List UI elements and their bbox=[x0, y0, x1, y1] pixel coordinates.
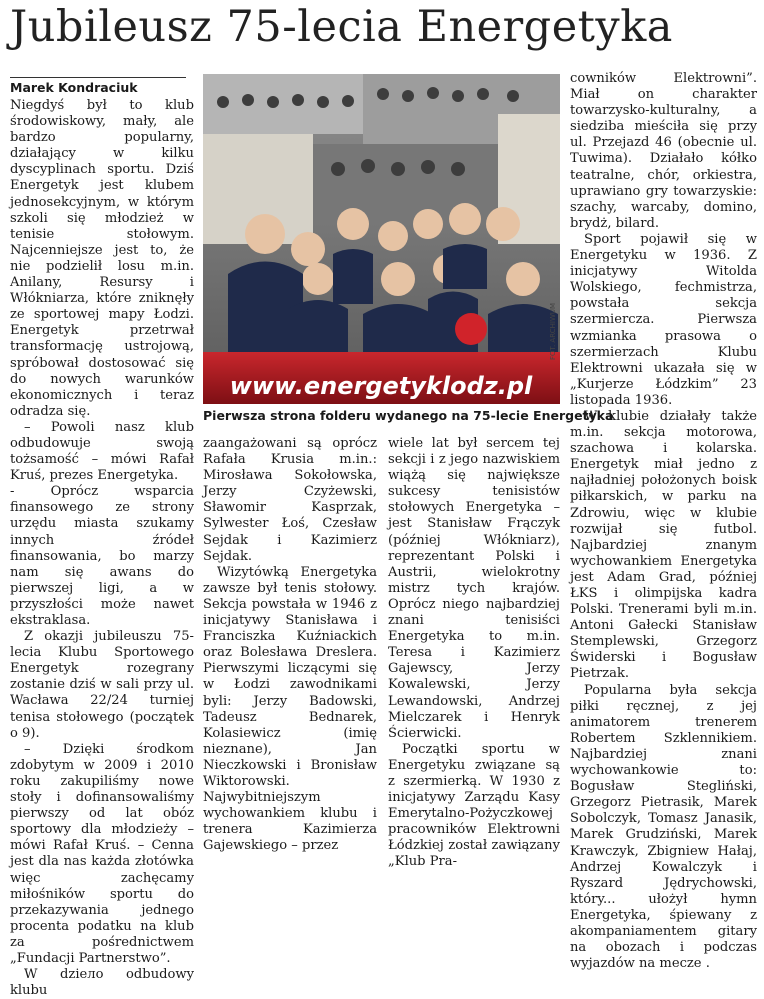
article-column-3 bbox=[388, 436, 560, 871]
paragraph: - Oprócz wsparcia finansowego ze strony urzędu miasta szukamy innych źródeł finansowania, bo marzy nam się awans do pierwszej ligi, a w przyszłości może nawet ekstraklasa. bbox=[10, 484, 194, 628]
photo-collage bbox=[203, 74, 560, 404]
paragraph: W dziело odbudowy klubu bbox=[10, 967, 194, 999]
paragraph: Sport pojawił się w Energetyku w 1936. Z inicjatywy Witolda Wolskiego, fechmistrza, powstała sekcja szermiercza. Pierwsza wzmianka prasowa o szermierzach Klubu Elektrowni ukazała się w „Kurjerze Łódzkim” 23 listopada 1936. bbox=[570, 231, 757, 408]
paragraph: Początki sportu w Energetyku związane są z szermierką. W 1930 z inicjatywy Zarządu Kasy Emerytalno-Pożyczkowej pracowników Elektrowni Łódzkiej został zawiązany „Klub Pra- bbox=[388, 741, 560, 870]
paragraph: wiele lat był sercem tej sekcji i z jego nazwiskiem wiążą się największe sukcesy tenisistów stołowych Energetyka – jest Stanisław Frączyk (później Włókniarz), reprezentant Polski i Austrii, wielokrotny mistrz tych krajów. Oprócz niego najbardziej znani tenisiści Energetyka to m.in. Teresa i Kazimierz Gajewscy, Jerzy Kowalewski, Jerzy Lewandowski, Andrzej Mielczarek i Henryk Ścierwicki. bbox=[388, 436, 560, 741]
author-byline: Marek Kondraciuk bbox=[10, 77, 186, 95]
paragraph: cowników Elektrowni”. Miał on charakter towarzysko-kulturalny, a siedziba mieściła się przy ul. Przejazd 46 (obecnie ul. Tuwima). Działało kółko teatralne, chór, orkiestra, uprawiano gry towarzyskie: szachy, warcaby, domino, brydż, bilard. bbox=[570, 71, 757, 231]
article-column-4 bbox=[570, 71, 757, 972]
article-column-1 bbox=[10, 98, 194, 999]
paragraph: Niegdyś był to klub środowiskowy, mały, ale bardzo popularny, działający w kilku dyscyplinach sportu. Dziś Energetyk jest klubem jednosekcyjnym, w którym szkoli się młodzież w tenisie stołowym. Najcenniejsze jest to, że nie podzielił losu m.in. Anilany, Resursy i Włókniarza, które zniknęły ze sportowej mapy Łodzi. Energetyk przetrwał transformację ustrojową, spróbował dostosować się do nowych warunków ekonomicznych i teraz odradza się. bbox=[10, 98, 194, 419]
paragraph: W klubie działały także m.in. sekcja motorowa, szachowa i kolarska. Energetyk miał jedno z najładniej położonych boisk piłkarskich, w parku na Zdrowiu, więc w klubie rozwijał się futbol. Najbardziej znanym wychowankiem Energetyka jest Adam Grad, później ŁKS i olimpijska kadra Polski. Trenerami byli m.in. Antoni Gałecki Stanisław Stemplewski, Grzegorz Świderski i Bogusław Pietrzak. bbox=[570, 408, 757, 682]
paragraph: zaangażowani są oprócz Rafała Krusia m.in.: Mirosława Sokołowska, Jerzy Czyżewski, Sławomir Kasprzak, Sylwester Łoś, Czesław Sejdak i Kazimierz Sejdak. bbox=[203, 436, 377, 564]
paragraph: Wizytówką Energetyka zawsze był tenis stołowy. Sekcja powstała w 1946 z inicjatywy Stanisława i Franciszka Kuźniackich oraz Bolesława Dreslera. Pierwszymi liczącymi się w Łodzi zawodnikami byli: Jerzy Badowski, Tadeusz Bednarek, Kolasiewicz (imię nieznane), Jan Nieczkowski i Bronisław Wiktorowski. Najwybitniejszym wychowankiem klubu i trenera Kazimierza Gajewskiego – przez bbox=[203, 564, 377, 854]
photo-caption: Pierwsza strona folderu wydanego na 75-lecie Energetyka bbox=[203, 408, 614, 423]
website-url-text: www.energetyklodz.pl bbox=[229, 372, 533, 400]
paragraph: Popularna była sekcja piłki ręcznej, z jej animatorem trenerem Robertem Szklennikiem. Najbardziej znani wychowankowie to: Bogusław Stegliński, Grzegorz Pietrasik, Marek Sobolczyk, Tomasz Janasik, Marek Grudziński, Marek Krawczyk, Zbigniew Hałaj, Andrzej Kowalczyk i Ryszard Jędrychowski, który... ułożył hymn Energetyka, śpiewany z akompaniamentem gitary na obozach i podczas wyjazdów na mecze . bbox=[570, 682, 757, 972]
paragraph: Z okazji jubileuszu 75-lecia Klubu Sportowego Energetyk rozegrany zostanie dziś w sali przy ul. Wacława 22/24 turniej tenisa stołowego (początek o 9). bbox=[10, 629, 194, 741]
article-column-2 bbox=[203, 436, 377, 854]
paragraph: – Dzięki środkom zdobytym w 2009 i 2010 roku zakupiliśmy nowe stoły i dofinansowaliśmy pierwszy od lat obóz sportowy dla młodzieży – mówi Rafał Kruś. – Cenna jest dla nas każda złotówka więc zachęcamy miłośników sportu do przekazywania jednego procenta podatku na klub za pośrednictwem „Fundacji Partnerstwo”. bbox=[10, 741, 194, 966]
photo-credit: FOT. ARCHIWUM bbox=[549, 302, 557, 360]
folder-cover-photo bbox=[203, 74, 560, 404]
paragraph: – Powoli nasz klub odbudowuje swoją tożsamość – mówi Rafał Kruś, prezes Energetyka. bbox=[10, 419, 194, 484]
headline: Jubileusz 75-lecia Energetyka bbox=[10, 2, 673, 52]
